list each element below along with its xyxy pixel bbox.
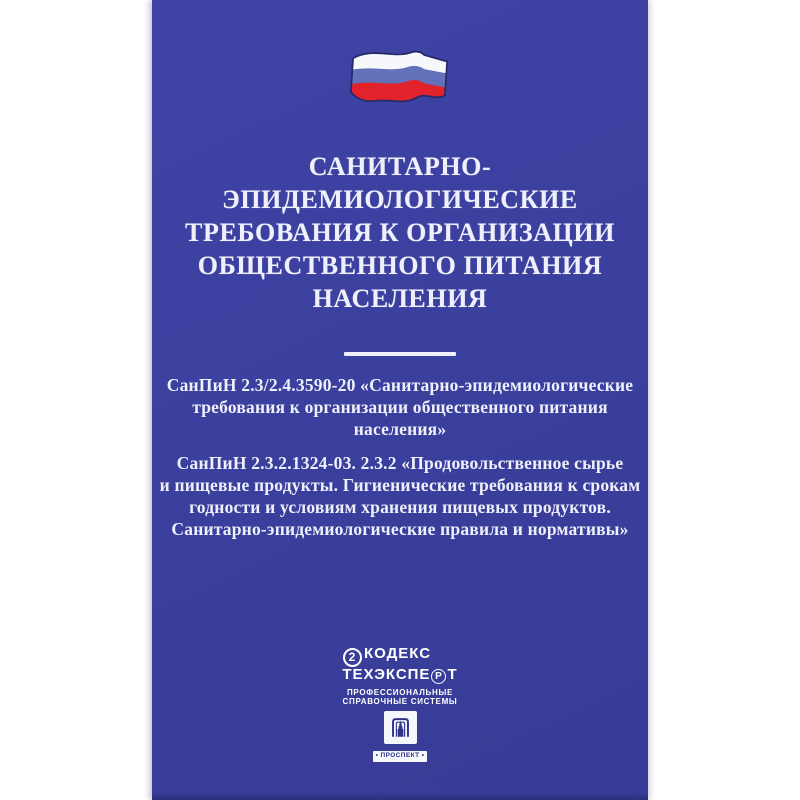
- title-line: ОБЩЕСТВЕННОГО ПИТАНИЯ: [197, 251, 603, 280]
- tehexpert-wordmark: [152, 667, 648, 684]
- kodeks-tagline-line2: СПРАВОЧНЫЕ СИСТЕМЫ: [342, 697, 458, 706]
- book-bottom-edge: [152, 790, 648, 800]
- paragraph-line: и пищевые продукты. Гигиенические требования к срокам: [159, 475, 641, 495]
- book-cover: [152, 0, 648, 800]
- title-line: НАСЕЛЕНИЯ: [312, 284, 488, 313]
- paragraph-line: Санитарно-эпидемиологические правила и нормативы»: [171, 519, 629, 539]
- sanpin-paragraph-2: [152, 452, 648, 540]
- title-line: САНИТАРНО-: [308, 152, 492, 181]
- tehexpert-text-post: Т: [447, 666, 458, 683]
- kodeks-circle-mark-icon: 2: [343, 648, 362, 667]
- prospekt-tower-icon: [384, 711, 417, 744]
- circled-letter-icon: Р: [431, 669, 446, 684]
- kodeks-logo-line1: [139, 645, 635, 667]
- paragraph-line: требования к организации общественного питания: [192, 397, 608, 417]
- tehexpert-text-pre: ТЕХЭКСПЕ: [342, 666, 431, 683]
- paragraph-line: СанПиН 2.3.2.1324-03. 2.3.2 «Продовольственное сырье: [176, 453, 624, 473]
- prospekt-label: • ПРОСПЕКТ •: [373, 751, 428, 762]
- kodeks-tagline-line1: ПРОФЕССИОНАЛЬНЫЕ: [346, 687, 454, 697]
- sanpin-paragraph-1: [152, 374, 648, 440]
- divider-rule: [344, 352, 456, 356]
- title-line: ТРЕБОВАНИЯ К ОРГАНИЗАЦИИ: [185, 218, 615, 247]
- russian-flag-icon: [344, 44, 454, 114]
- kodeks-tehexpert-logo: [152, 645, 648, 707]
- kodeks-wordmark: КОДЕКС: [363, 645, 432, 662]
- book-title: [152, 150, 648, 315]
- title-line: ЭПИДЕМИОЛОГИЧЕСКИЕ: [222, 185, 578, 214]
- paragraph-line: годности и условиям хранения пищевых продуктов.: [189, 497, 611, 517]
- paragraph-line: СанПиН 2.3/2.4.3590-20 «Санитарно-эпидемиологические: [166, 375, 634, 395]
- paragraph-line: населения»: [353, 419, 447, 439]
- prospekt-publisher-logo: [152, 711, 648, 762]
